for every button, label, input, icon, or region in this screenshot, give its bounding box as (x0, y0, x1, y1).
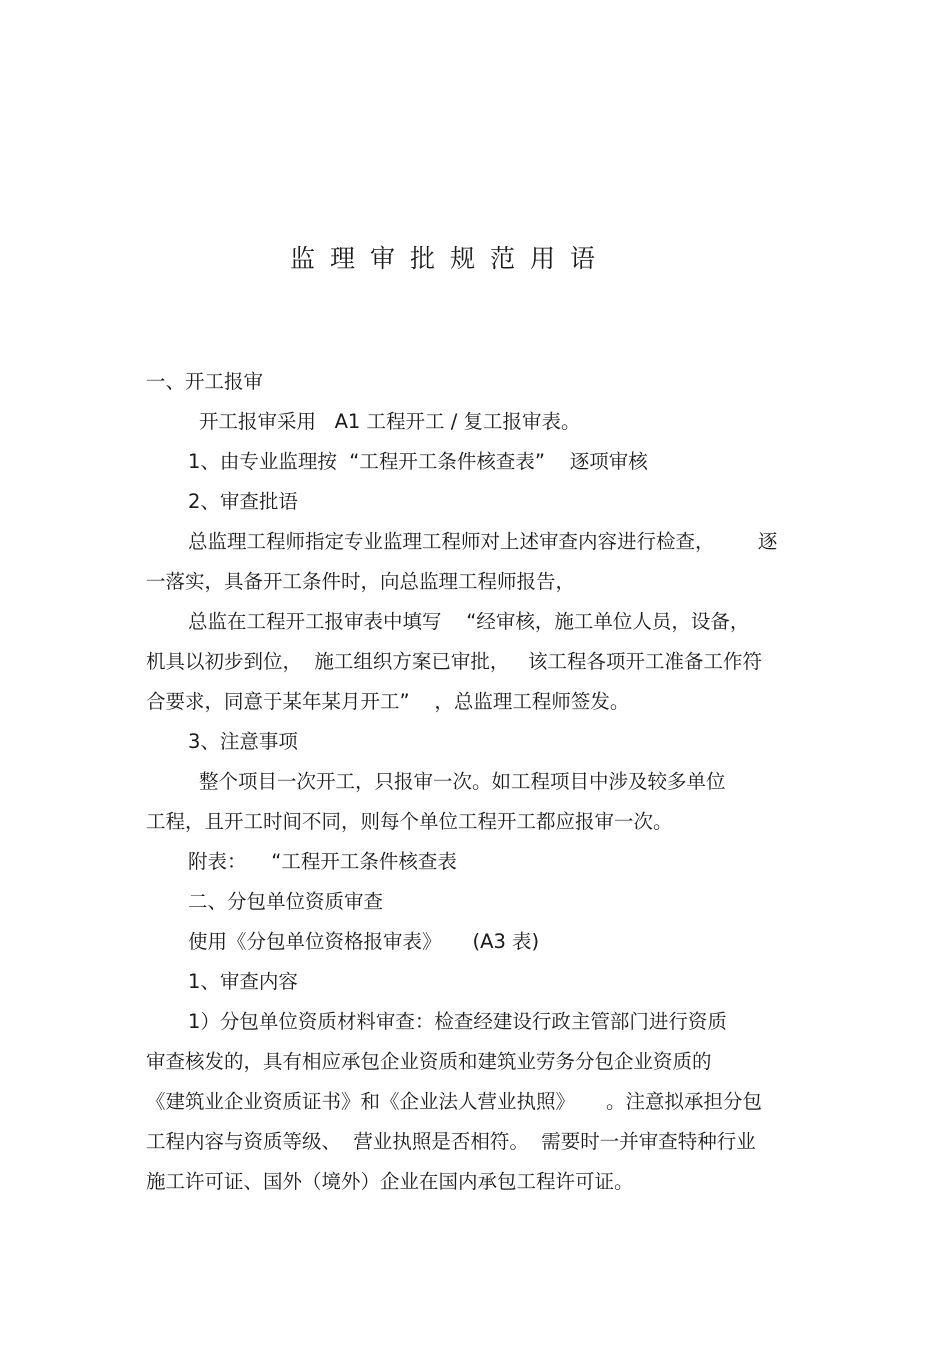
list-item: 1、由专业监理按 “工程开工条件核查表” 逐项审核 (188, 450, 648, 473)
paragraph-line: 工程，且开工时间不同，则每个单位工程开工都应报审一次。 (146, 810, 673, 833)
paragraph-line: 总监理工程师指定专业监理工程师对上述审查内容进行检查， 逐 (188, 530, 778, 553)
appendix-line: 附表： “工程开工条件核查表 (188, 850, 457, 873)
page-title: 监理审批规范用语 (289, 244, 610, 273)
paragraph-line: 审查核发的，具有相应承包企业资质和建筑业劳务分包企业资质的 (146, 1050, 712, 1073)
paragraph-line: 工程内容与资质等级、 营业执照是否相符。 需要时一并审查特种行业 (146, 1130, 756, 1153)
section-heading: 一、开工报审 (146, 370, 264, 393)
paragraph-line: 一落实，具备开工条件时，向总监理工程师报告， (146, 570, 576, 593)
paragraph-line: 《建筑业企业资质证书》和《企业法人营业执照》 。注意拟承担分包 (146, 1090, 762, 1113)
paragraph-line: 使用《分包单位资格报审表》 (A3 表) (188, 930, 540, 953)
subsection-heading: 2、审查批语 (188, 490, 298, 513)
paragraph-line: 施工许可证、国外（境外）企业在国内承包工程许可证。 (146, 1170, 634, 1193)
section-heading: 二、分包单位资质审查 (188, 890, 384, 913)
paragraph-line: 整个项目一次开工，只报审一次。如工程项目中涉及较多单位 (199, 770, 726, 793)
subsection-heading: 3、注意事项 (188, 730, 298, 753)
paragraph-line: 机具以初步到位， 施工组织方案已审批， 该工程各项开工准备工作符 (146, 650, 762, 673)
paragraph-line: 开工报审采用 A1 工程开工 / 复工报审表。 (199, 410, 581, 433)
paragraph-line: 合要求，同意于某年某月开工” ，总监理工程师签发。 (146, 690, 630, 713)
paragraph-line: 1）分包单位资质材料审查：检查经建设行政主管部门进行资质 (188, 1010, 727, 1033)
subsection-heading: 1、审查内容 (188, 970, 298, 993)
paragraph-line: 总监在工程开工报审表中填写 “经审核，施工单位人员，设备， (188, 610, 750, 633)
